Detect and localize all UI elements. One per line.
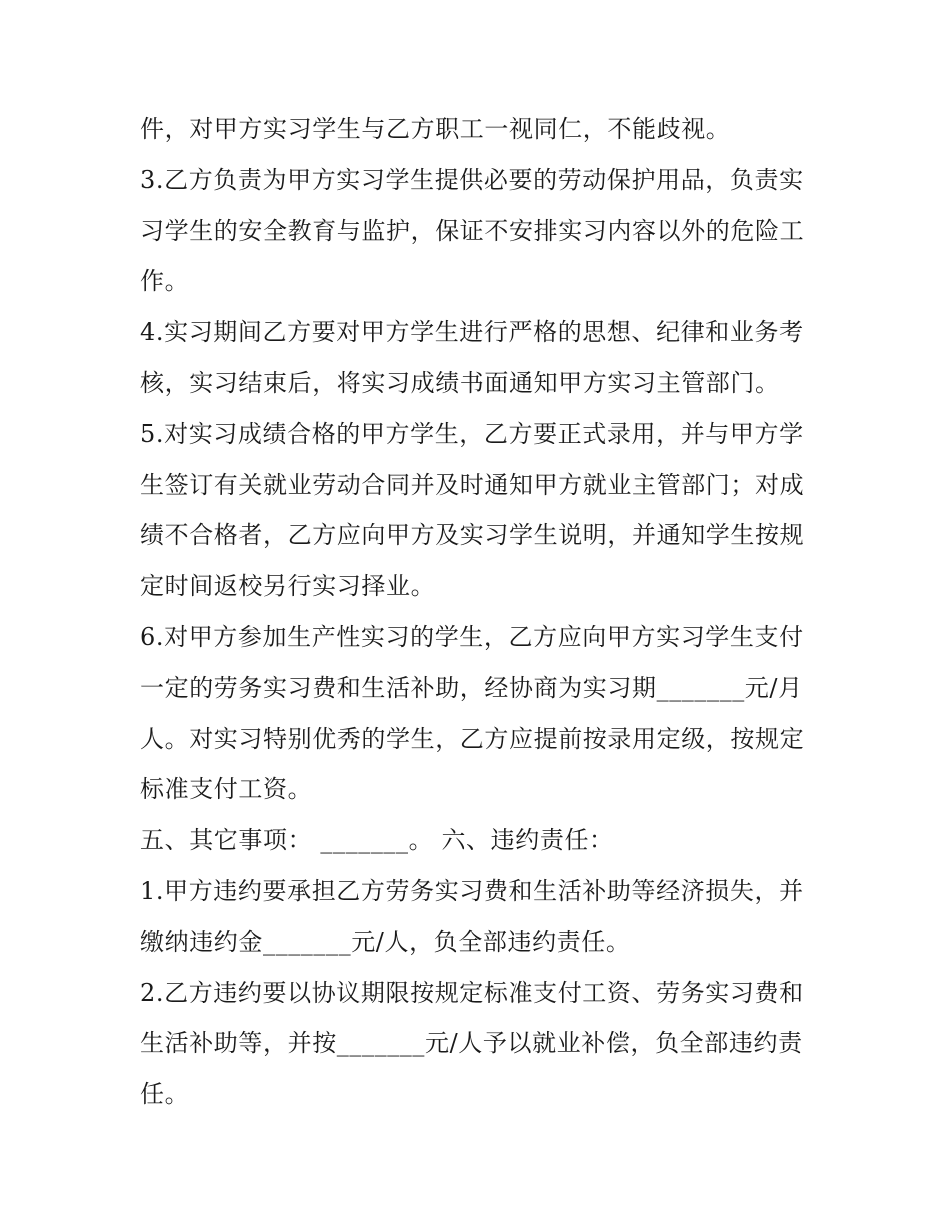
text-line: 人。对实习特别优秀的学生，乙方应提前按录用定级，按规定: [140, 724, 805, 753]
paragraph-breach-2: [140, 968, 815, 1120]
text-line: 一定的劳务实习费和生活补助，经协商为实习期_______元/月: [140, 673, 803, 702]
paragraph-item-5: [140, 409, 815, 612]
text-line: 绩不合格者，乙方应向甲方及实习学生说明，并通知学生按规: [140, 521, 805, 550]
text-line: 作。: [140, 267, 190, 296]
text-line: 五、其它事项： _______。 六、违约责任：: [140, 826, 614, 855]
paragraph-continuation: [140, 104, 815, 155]
text-line: 标准支付工资。: [140, 775, 313, 804]
text-line: 1.甲方违约要承担乙方劳务实习费和生活补助等经济损失，并: [140, 876, 804, 905]
text-line: 核，实习结束后，将实习成绩书面通知甲方实习主管部门。: [140, 368, 780, 397]
text-line: 缴纳违约金_______元/人，负全部违约责任。: [140, 927, 631, 956]
text-line: 习学生的安全教育与监护，保证不安排实习内容以外的危险工: [140, 216, 805, 245]
text-line: 生活补助等，并按_______元/人予以就业补偿，负全部违约责: [140, 1029, 803, 1058]
text-line: 4.实习期间乙方要对甲方学生进行严格的思想、纪律和业务考: [140, 318, 804, 347]
paragraph-item-4: [140, 307, 815, 409]
document-body: [140, 104, 815, 1120]
paragraph-item-6: [140, 612, 815, 815]
text-line: 2.乙方违约要以协议期限按规定标准支付工资、劳务实习费和: [140, 978, 804, 1007]
text-line: 任。: [140, 1080, 190, 1109]
text-line: 6.对甲方参加生产性实习的学生，乙方应向甲方实习学生支付: [140, 622, 804, 651]
paragraph-section-5-6: [140, 815, 815, 866]
paragraph-breach-1: [140, 866, 815, 968]
text-line: 件，对甲方实习学生与乙方职工一视同仁，不能歧视。: [140, 115, 731, 143]
text-line: 3.乙方负责为甲方实习学生提供必要的劳动保护用品，负责实: [140, 165, 804, 194]
text-line: 生签订有关就业劳动合同并及时通知甲方就业主管部门；对成: [140, 470, 805, 499]
text-line: 5.对实习成绩合格的甲方学生，乙方要正式录用，并与甲方学: [140, 419, 804, 448]
paragraph-item-3: [140, 155, 815, 307]
text-line: 定时间返校另行实习择业。: [140, 572, 436, 601]
